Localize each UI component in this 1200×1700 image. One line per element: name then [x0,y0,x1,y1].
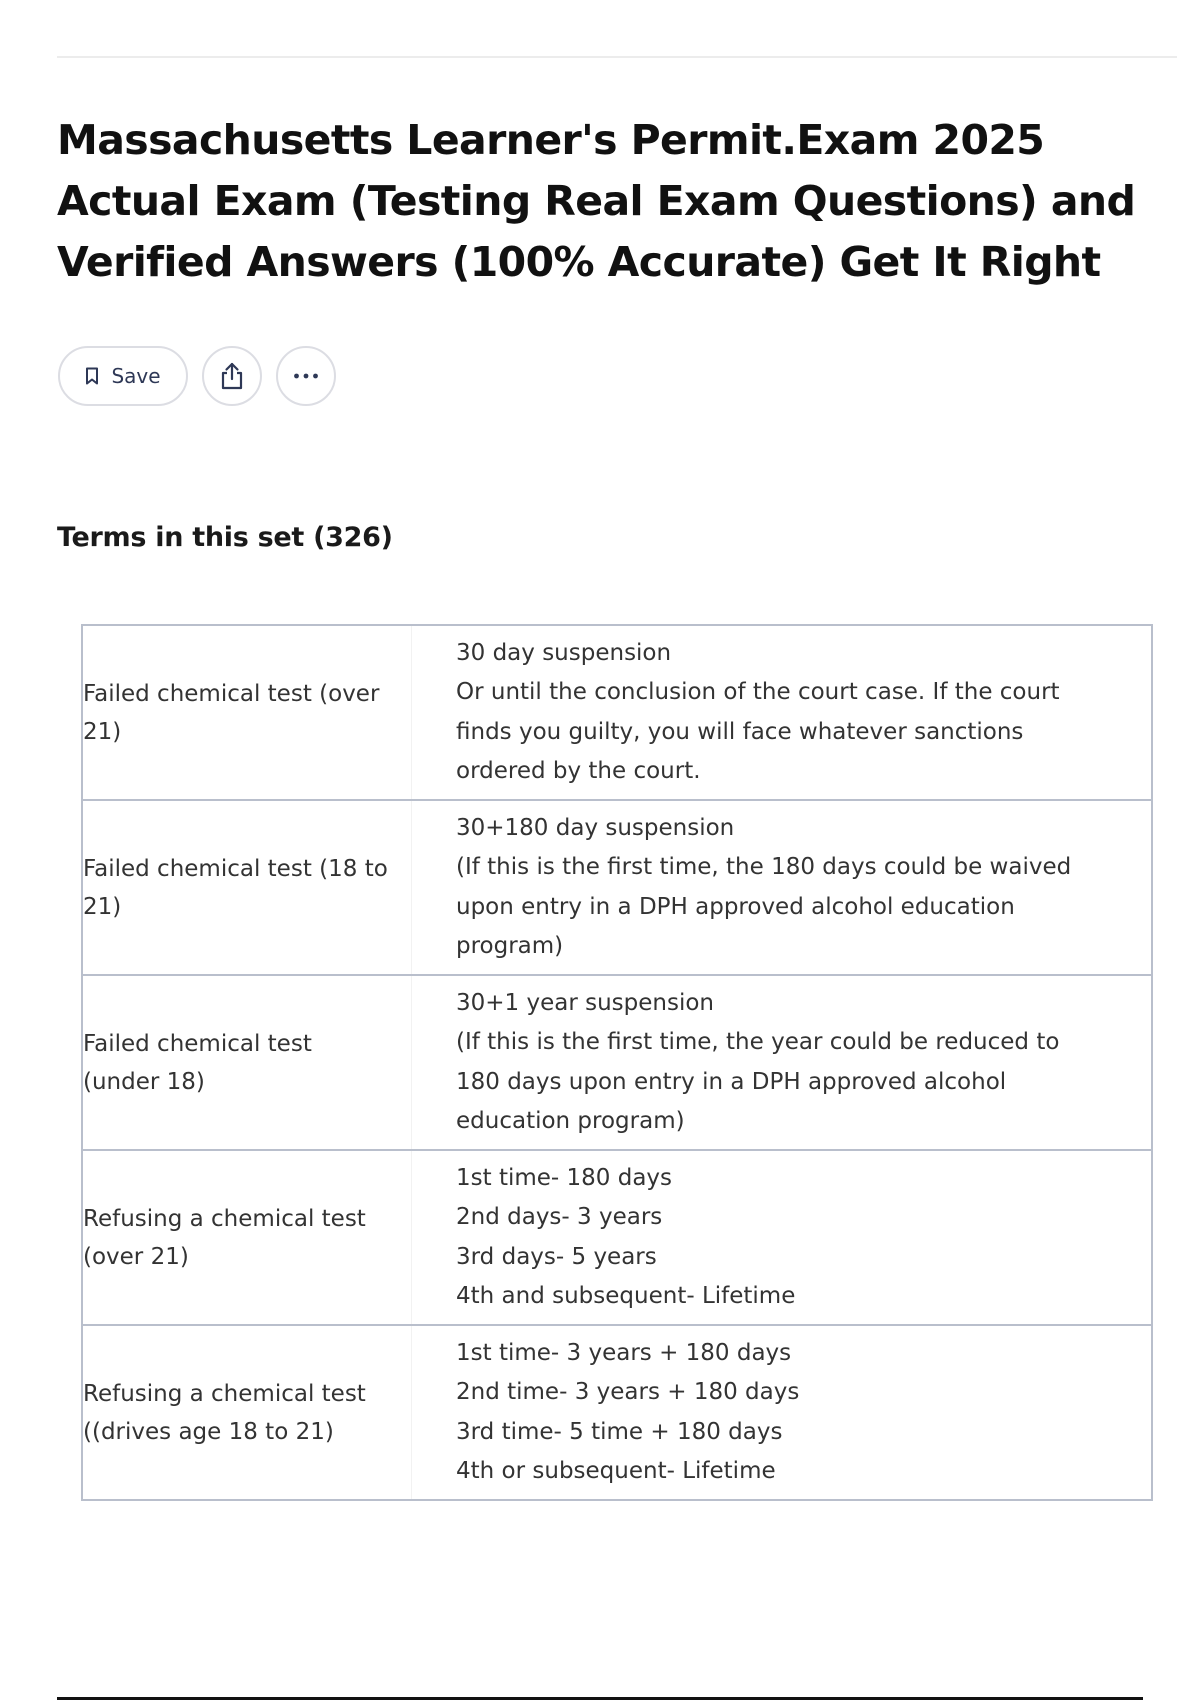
definition-line: ordered by the court. [456,758,701,784]
term-cell [82,1150,412,1325]
term-cell [82,1325,412,1500]
more-options-icon [293,373,319,379]
definition-line: 3rd time- 5 time + 180 days [456,1418,783,1445]
term-row [82,975,1152,1150]
more-options-button[interactable] [276,346,336,406]
definition-line: 30+180 day suspension [456,814,735,841]
definition-cell [412,625,1153,800]
definition-cell [412,975,1153,1150]
definition-cell [412,800,1153,975]
action-bar [58,345,336,407]
definition-line: 30 day suspension [456,639,672,666]
page-title: Massachusetts Learner's Permit.Exam 2025 Actual Exam (Testing Real Exam Questions) and Verified Answers (100% Accurate) Get It Right [57,116,1136,286]
term-text: Failed chemical test (under 18) [83,1030,312,1095]
term-row [82,625,1152,800]
terms-heading: Terms in this set (326) [57,522,393,553]
term-row [82,1325,1152,1500]
definition-line: program) [456,933,564,959]
definition-line: Or until the conclusion of the court case. If the court [456,679,1060,705]
term-row [82,800,1152,975]
save-label: Save [111,364,161,388]
definition-line: (If this is the first time, the 180 days could be waived [456,854,1072,880]
term-cell [82,800,412,975]
term-cell [82,975,412,1150]
definition-line: 4th or subsequent- Lifetime [456,1458,776,1484]
share-button[interactable] [202,346,262,406]
definition-line: upon entry in a DPH approved alcohol education [456,893,1015,920]
definition-line: (If this is the first time, the year could be reduced to [456,1029,1060,1055]
top-divider [57,56,1177,58]
terms-table [81,624,1153,1501]
definition-line: 2nd time- 3 years + 180 days [456,1379,800,1405]
definition-line: education program) [456,1108,685,1134]
definition-line: 1st time- 3 years + 180 days [456,1339,792,1366]
definition-line: 3rd days- 5 years [456,1243,657,1270]
term-row [82,1150,1152,1325]
bookmark-icon [85,367,99,385]
definition-line: 4th and subsequent- Lifetime [456,1283,796,1309]
term-text: Failed chemical test (18 to 21) [83,855,388,920]
term-text: Refusing a chemical test (over 21) [83,1205,366,1270]
definition-line: 180 days upon entry in a DPH approved alcohol [456,1068,1007,1095]
share-icon [219,362,245,390]
definition-line: 1st time- 180 days [456,1164,673,1191]
definition-cell [412,1325,1153,1500]
term-text: Failed chemical test (over 21) [83,680,380,745]
definition-line: finds you guilty, you will face whatever sanctions [456,718,1024,745]
save-button[interactable] [58,346,188,406]
term-cell [82,625,412,800]
definition-line: 2nd days- 3 years [456,1204,663,1230]
definition-cell [412,1150,1153,1325]
term-text: Refusing a chemical test ((drives age 18 to 21) [83,1380,366,1445]
definition-line: 30+1 year suspension [456,989,714,1016]
